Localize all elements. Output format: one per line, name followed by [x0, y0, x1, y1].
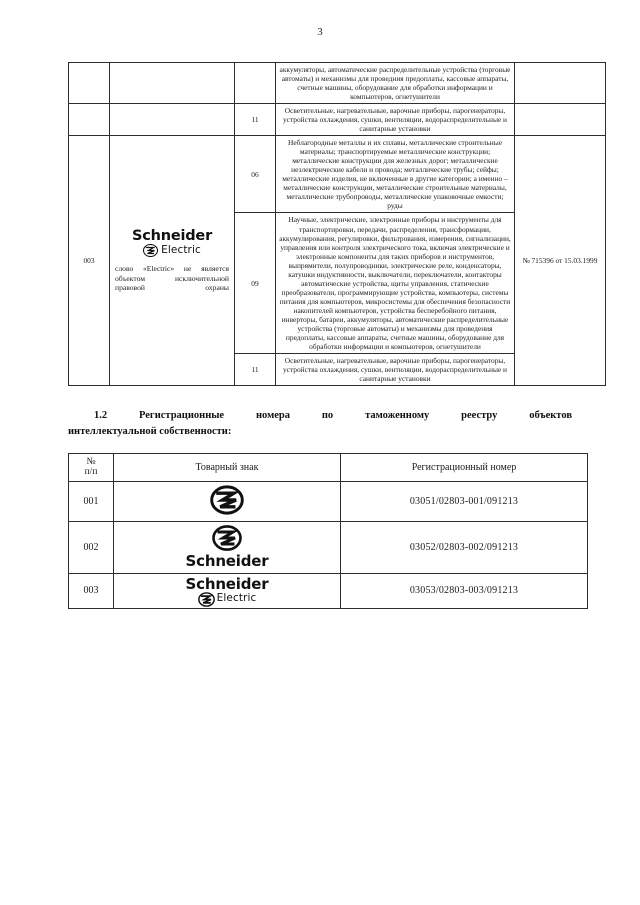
table-row — [69, 136, 606, 213]
trademark-cell — [110, 63, 235, 104]
row-number — [69, 63, 110, 104]
section-number: 1.2 — [94, 410, 108, 422]
schneider-electric-logo — [116, 525, 338, 569]
logo-wordmark: Schneider — [185, 574, 269, 593]
row-number: 003 — [69, 573, 114, 608]
registration-number: 03051/02803-001/091213 — [341, 482, 588, 522]
goods-cell: Осветительные, нагревательные, варочные приборы, парогенераторы, устройства охлаждения, сушки, вентиляции, водораспределительные и санитарные установки — [276, 104, 515, 136]
schneider-s-icon — [116, 525, 338, 554]
schneider-s-icon — [143, 244, 158, 257]
logo-electric-text: Electric — [161, 244, 201, 257]
trademark-cell — [114, 482, 341, 522]
class-cell: 11 — [235, 353, 276, 385]
section-word-6: объектов — [529, 410, 572, 422]
section-heading-line2: интеллектуальной собственности: — [68, 426, 232, 438]
trademark-cell — [114, 573, 341, 608]
registration-number: 03053/02803-003/091213 — [341, 573, 588, 608]
registration-cell — [515, 104, 606, 136]
class-cell — [235, 63, 276, 104]
goods-classes-table — [68, 62, 606, 386]
logo-wordmark: Schneider — [185, 552, 269, 571]
header-np-line2: п/п — [84, 467, 98, 478]
goods-cell: аккумуляторы, автоматические распределительные устройства (торговые автоматы) и механизмы для проведния предоплаты, кассовые аппараты, счетные машины, оборудование для обработки информации и компьютеров, огнетушители — [276, 63, 515, 104]
goods-cell: Осветительные, нагревательные, варочные приборы, парогенераторы, устройства охлаждения, сушки, вентиляции, водораспределительные и санитарные установки — [276, 353, 515, 385]
section-word-4: таможенному — [365, 410, 430, 422]
schneider-s-icon — [116, 485, 338, 518]
logo-wordmark: Schneider — [131, 227, 213, 244]
section-heading — [68, 408, 572, 441]
registration-number: 03052/02803-002/091213 — [341, 522, 588, 573]
header-np — [69, 453, 114, 482]
trademark-cell — [114, 522, 341, 573]
row-number: 001 — [69, 482, 114, 522]
section-word-2: номера — [255, 410, 290, 422]
registration-cell — [515, 63, 606, 104]
table-row — [69, 482, 588, 522]
schneider-s-icon — [198, 592, 213, 605]
row-number — [69, 104, 110, 136]
goods-cell: Научные, электрические, электронные приборы и инструменты для транспортировки, передачи, распределения, трансформации, аккумулирования, регулировки, фильтрования, измерения, сигнализации, управления или контроля электрического тока, включая электрические и электронные компоненты для таких приборов и инструментов, выпрямители, полупроводники, электрические реле, конденсаторы, катушки индуктивности, выключатели, переключатели, контакторы автоматические устройства, щиты управления, статические преобразователи, программирующие устройства, компьютеры, системы питания для компьютеров, микросистемы для обеспечения безопасности накопителей компьютеров, устройства бесперебойного питания, инверторы, батареи, аккумуляторы, автоматические распределительные устройства (торговые автоматы) и механизмы для проведения предоплаты, кассовые аппараты, счетные машины, оборудование для обработки информации и компьютеров, огнетушители — [276, 213, 515, 353]
table-row — [69, 63, 606, 104]
logo-subline — [113, 244, 231, 257]
row-number: 003 — [69, 136, 110, 386]
schneider-electric-logo — [116, 574, 338, 605]
trademark-disclaimer: слово «Electric» не является объектом исключительной правовой охраны — [115, 264, 229, 293]
table-row — [69, 573, 588, 608]
class-cell: 11 — [235, 104, 276, 136]
schneider-electric-logo — [113, 227, 231, 295]
section-heading-line1 — [68, 408, 572, 424]
registry-numbers-table — [68, 453, 588, 609]
header-registration-number: Регистрационный номер — [341, 453, 588, 482]
section-word-1: Регистрационные — [139, 410, 225, 422]
page-number: 3 — [317, 26, 323, 38]
header-trademark: Товарный знак — [114, 453, 341, 482]
logo-subline — [116, 592, 338, 605]
registration-cell: № 715396 от 15.03.1999 — [515, 136, 606, 386]
section-word-5: реестру — [461, 410, 498, 422]
trademark-cell — [110, 136, 235, 386]
class-cell: 09 — [235, 213, 276, 353]
row-number: 002 — [69, 522, 114, 573]
header-np-line1: № — [86, 456, 96, 467]
table-row — [69, 104, 606, 136]
trademark-cell — [110, 104, 235, 136]
document-body — [68, 62, 598, 609]
table-header-row — [69, 453, 588, 482]
section-word-3: по — [321, 410, 334, 422]
class-cell: 06 — [235, 136, 276, 213]
goods-cell: Неблагородные металлы и их сплавы, металлические строительные материалы; транспортируемые металлические конструкции; металлические конструкции для железных дорог; металлические незлектрические кабели и провода; металлические трубы; сейфы; металлические изделия, не включенные в другие категории; а именно – металлические конструкции, металлические строительные материалы, металлические трубопроводы, металлические упаковочные емкости; руды — [276, 136, 515, 213]
table-row — [69, 522, 588, 573]
logo-electric-text: Electric — [216, 592, 257, 605]
